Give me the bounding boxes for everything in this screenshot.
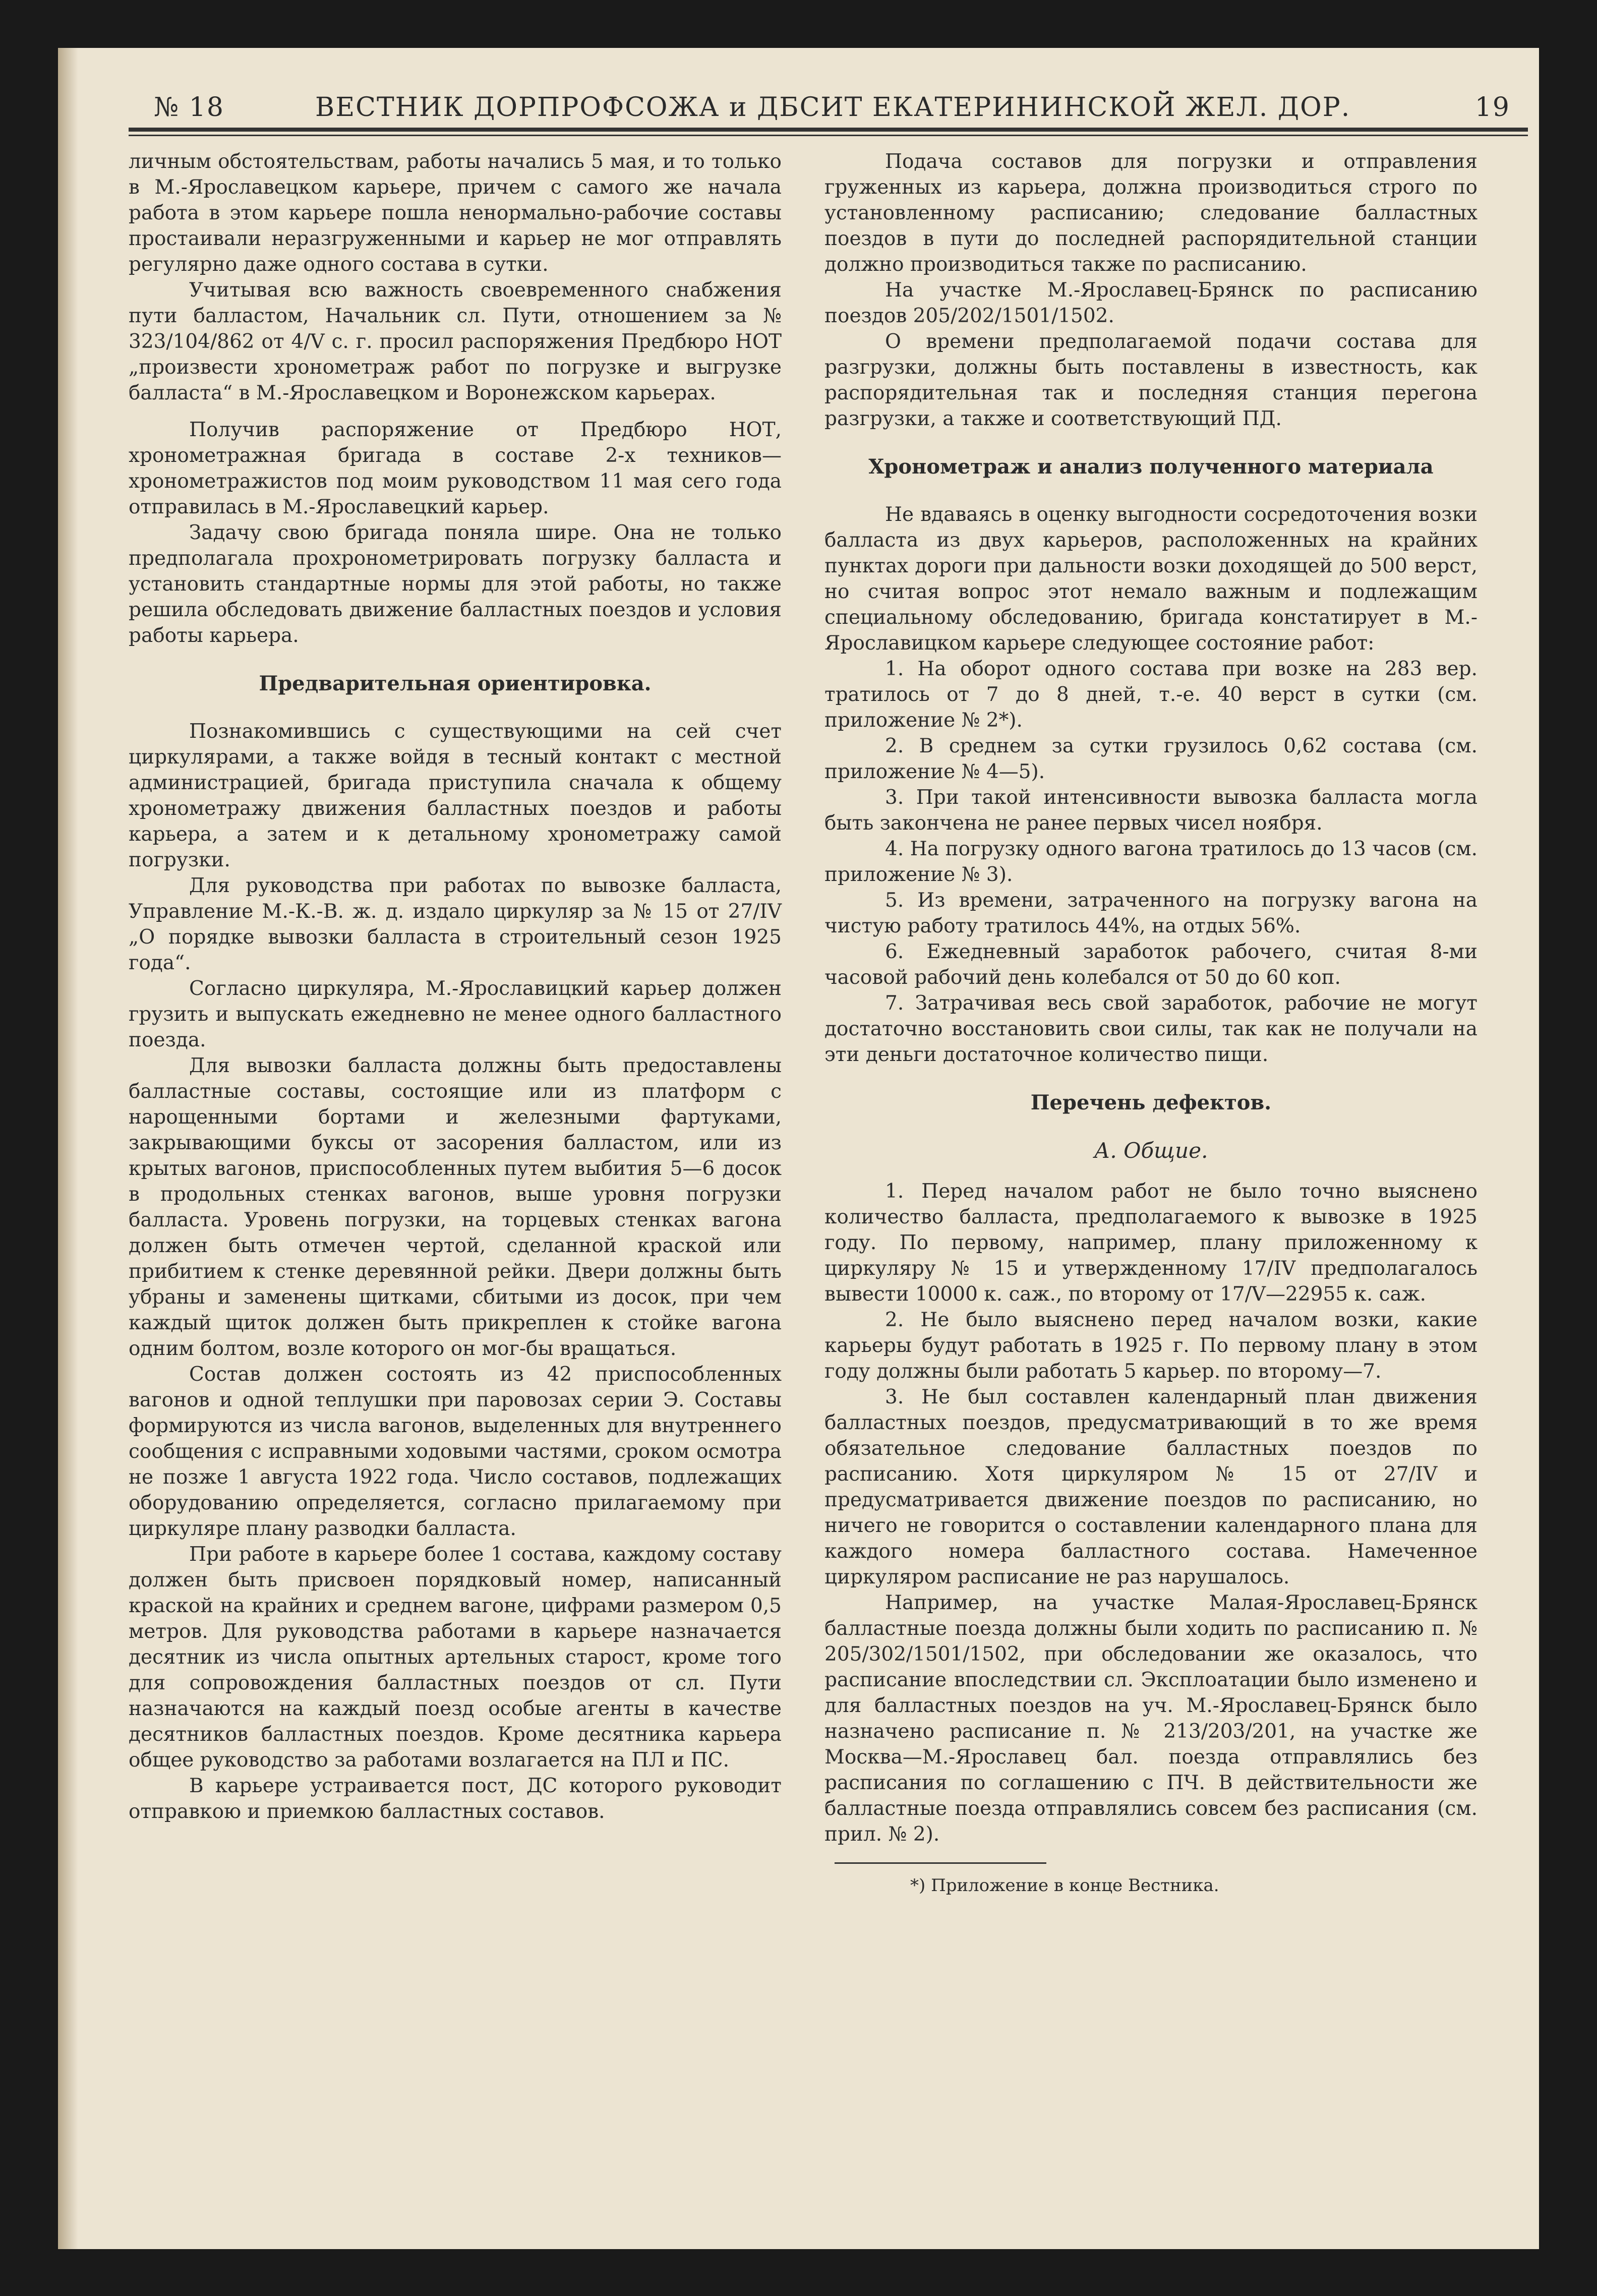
publication-title: ВЕСТНИК ДОРПРОФСОЖА и ДБСИТ ЕКАТЕРИНИНСКОЙ ЖЕЛ. ДОР.	[315, 92, 1351, 123]
paragraph: Например, на участке Малая-Ярославец-Брянск балластные поезда должны были ходить по расписанию п. № 205/302/1501/1502, при обследовании же оказалось, что расписание впоследствии сл. Эксплоатации было изменено и для балластных поездов на уч. М.-Ярославец-Брянск было назначено расписание п. № 213/203/201, на участке же Москва—М.-Ярославец бал. поезда отправлялись без расписания по соглашению с ПЧ. В действительности же балластные поезда отправлялись совсем без расписания (см. прил. № 2).	[824, 1592, 1477, 1846]
list-item: 1. На оборот одного состава при возке на 283 вер. тратилось от 7 до 8 дней, т.-е. 40 верст в сутки (см. приложение № 2*).	[824, 658, 1477, 732]
paragraph: Познакомившись с существующими на сей счет циркулярами, а также войдя в тесный контакт с местной администрацией, бригада приступила сначала к общему хронометражу движения балластных поездов и работы карьера, а затем и к детальному хронометражу самой погрузки.	[129, 720, 782, 871]
paragraph: Согласно циркуляра, М.-Ярославицкий карьер должен грузить и выпускать ежедневно не менее одного балластного поезда.	[129, 977, 782, 1051]
paragraph: Не вдаваясь в оценку выгодности сосредоточения возки балласта из двух карьеров, расположенных на крайних пунктах дороги при дальности возки доходящей до 500 верст, но считая вопрос этот немало важным и подлежащим специальному обследованию, бригада констатирует в М.-Ярославицком карьере следующее состояние работ:	[824, 503, 1477, 655]
header-rule-thin	[129, 135, 1528, 136]
header-rule-thick	[129, 128, 1528, 132]
list-item: 7. Затрачивая весь свой заработок, рабочие не могут достаточно восстановить свои силы, так как не получали на эти деньги достаточное количество пищи.	[824, 992, 1477, 1066]
paragraph: Состав должен состоять из 42 приспособленных вагонов и одной теплушки при паровозах серии Э. Составы формируются из числа вагонов, выделенных для внутреннего сообщения с исправными ходовыми частями, сроком осмотра не позже 1 августа 1922 года. Число составов, подлежащих оборудованию определяется, согласно прилагаемому при циркуляре плану разводки балласта.	[129, 1363, 782, 1540]
list-item: 5. Из времени, затраченного на погрузку вагона на чистую работу тратилось 44%, на отдых 56%.	[824, 889, 1477, 937]
section-heading: Предварительная ориентировка.	[259, 672, 652, 695]
paragraph: Задачу свою бригада поняла шире. Она не только предполагала прохронометрировать погрузку балласта и установить стандартные нормы для этой работы, но также решила обследовать движение балластных поездов и условия работы карьера.	[129, 521, 782, 647]
paragraph: Для руководства при работах по вывозке балласта, Управление М.-К.-В. ж. д. издало циркуляр за № 15 от 27/IV „О порядке вывозки балласта в строительный сезон 1925 года“.	[129, 874, 782, 974]
left-column	[129, 149, 782, 2166]
right-column	[824, 149, 1477, 2166]
paragraph: личным обстоятельствам, работы начались 5 мая, и то только в М.-Ярославецком карьере, причем с самого же начала работа в этом карьере пошла ненормально-рабочие составы простаивали неразгруженными и карьер не мог отправлять регулярно даже одного состава в сутки.	[129, 150, 782, 276]
paragraph: Получив распоряжение от Предбюро НОТ, хронометражная бригада в составе 2-х техников—хронометражистов под моим руководством 11 мая сего года отправилась в М.-Ярославецкий карьер.	[129, 419, 782, 518]
list-item: 6. Ежедневный заработок рабочего, считая 8-ми часовой рабочий день колебался от 50 до 60 коп.	[824, 940, 1477, 989]
footnote-rule	[835, 1862, 1046, 1864]
list-item: 2. В среднем за сутки грузилось 0,62 состава (см. приложение № 4—5).	[824, 735, 1477, 783]
list-item: 1. Перед началом работ не было точно выяснено количество балласта, предполагаемого к вывозке в 1925 году. По первому, например, плану приложенному к циркуляру № 15 и утвержденному 17/IV предполагалось вывести 10000 к. саж., по второму от 17/V—22955 к. саж.	[824, 1180, 1477, 1306]
paragraph: При работе в карьере более 1 состава, каждому составу должен быть присвоен порядковый номер, написанный краской на крайних и среднем вагоне, цифрами размером 0,5 метров. Для руководства работами в карьере назначается десятник из числа опытных артельных старост, кроме того для сопровождения балластных поездов от сл. Пути назначаются на каждый поезд особые агенты в качестве десятников балластных поездов. Кроме десятника карьера общее руководство за работами возлагается на ПЛ и ПС.	[129, 1543, 782, 1772]
list-item: 3. При такой интенсивности вывозка балласта могла быть закончена не ранее первых чисел ноября.	[824, 786, 1477, 835]
paragraph: На участке М.-Ярославец-Брянск по расписанию поездов 205/202/1501/1502.	[824, 279, 1477, 327]
paragraph: О времени предполагаемой подачи состава для разгрузки, должны быть поставлены в известность, как распорядительная так и последняя станция перегона разгрузки, а также и соответствующий ПД.	[824, 330, 1477, 430]
paragraph: В карьере устраивается пост, ДС которого руководит отправкою и приемкою балластных составов.	[129, 1775, 782, 1823]
page-fold-shadow	[58, 48, 78, 2249]
paragraph: Подача составов для погрузки и отправления груженных из карьера, должна производиться строго по установленному расписанию; следование балластных поездов в пути до последней распорядительной станции должно производиться также по расписанию.	[824, 150, 1477, 276]
section-heading: Хронометраж и анализ полученного материала	[868, 455, 1434, 479]
subsection-heading: А. Общие.	[1094, 1138, 1208, 1163]
section-heading: Перечень дефектов.	[1030, 1091, 1272, 1114]
paragraph: Для вывозки балласта должны быть предоставлены балластные составы, состоящие или из платформ с нарощенными бортами и железными фартуками, закрывающими буксы от засорения балластом, или из крытых вагонов, приспособленных путем выбития 5—6 досок в продольных стенках вагонов, выше уровня погрузки балласта. Уровень погрузки, на торцевых стенках вагона должен быть отмечен чертой, сделанной краской или прибитием к стенке деревянной рейки. Двери должны быть убраны и заменены щитками, сбитыми из досок, при чем каждый щиток должен быть прикреплен к стойке вагона одним болтом, возле которого он мог-бы вращаться.	[129, 1054, 782, 1360]
list-item: 4. На погрузку одного вагона тратилось до 13 часов (см. приложение № 3).	[824, 838, 1477, 886]
page-number: 19	[1474, 92, 1510, 123]
issue-number: № 18	[154, 92, 224, 123]
paragraph: Учитывая всю важность своевременного снабжения пути балластом, Начальник сл. Пути, отношением за № 323/104/862 от 4/V с. г. просил распоряжения Предбюро НОТ „произвести хронометраж работ по погрузке и выгрузке балласта“ в М.-Ярославецком и Воронежском карьерах.	[129, 279, 782, 404]
footnote: *) Приложение в конце Вестника.	[910, 1875, 1219, 1896]
list-item: 3. Не был составлен календарный план движения балластных поездов, предусматривающий в то же время обязательное следование балластных поездов по расписанию. Хотя циркуляром № 15 от 27/IV и предусматривается движение поездов по расписанию, но ничего не говорится о составлении календарного плана для каждого номера балластного состава. Намеченное циркуляром расписание не раз нарушалось.	[824, 1386, 1477, 1588]
newspaper-page	[58, 48, 1539, 2249]
list-item: 2. Не было выяснено перед началом возки, какие карьеры будут работать в 1925 г. По первому плану в этом году должны были работать 5 карьер. по второму—7.	[824, 1309, 1477, 1383]
